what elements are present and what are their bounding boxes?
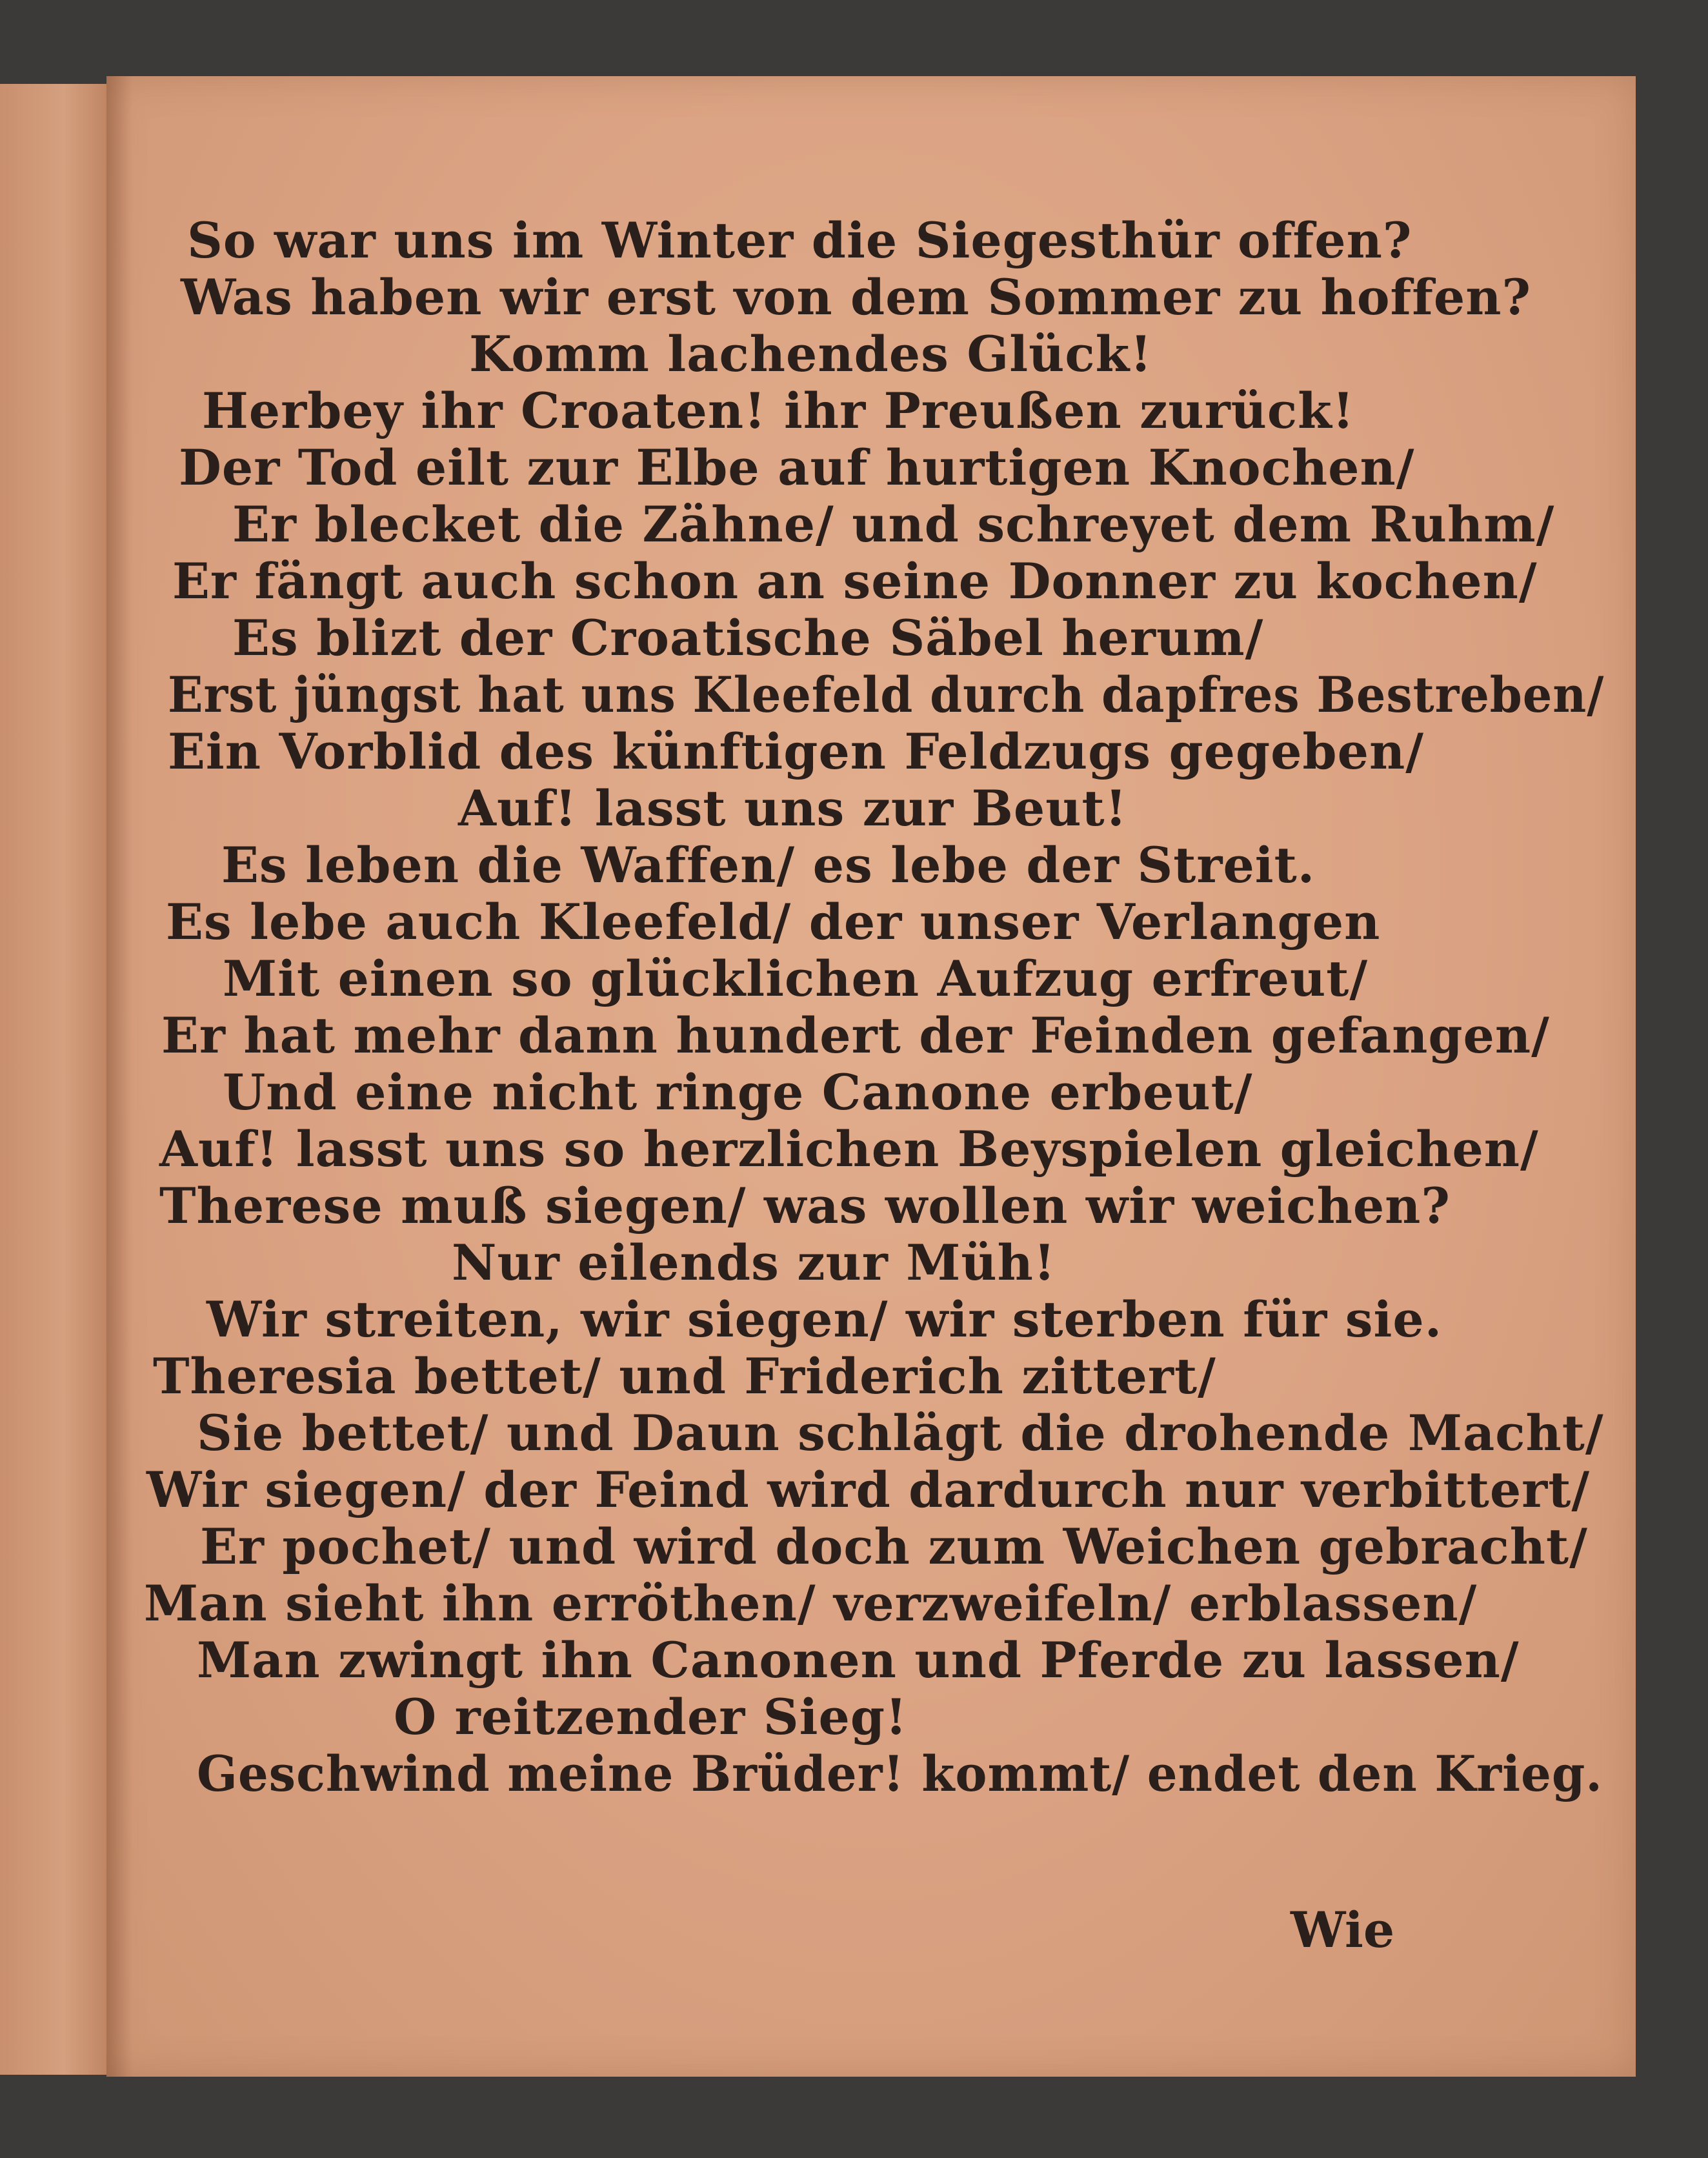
poem-line-28: Geschwind meine Brüder! kommt/ endet den Krieg. xyxy=(197,1745,1603,1802)
poem-line-6: Er blecket die Zähne/ und schreyet dem Ruhm/ xyxy=(232,496,1555,553)
poem-line-17: Auf! lasst uns so herzlichen Beyspielen gleichen/ xyxy=(159,1120,1539,1178)
facing-page-edge xyxy=(0,84,108,2075)
poem-line-10: Ein Vorblid des künftigen Feldzugs gegeben/ xyxy=(168,723,1424,780)
poem-line-19: Nur eilends zur Müh! xyxy=(452,1234,1056,1291)
poem-line-16: Und eine nicht ringe Canone erbeut/ xyxy=(223,1064,1253,1121)
poem-line-13: Es lebe auch Kleefeld/ der unser Verlangen xyxy=(166,893,1381,951)
poem-line-20: Wir streiten, wir siegen/ wir sterben für sie. xyxy=(206,1291,1443,1348)
poem-line-21: Theresia bettet/ und Friderich zittert/ xyxy=(153,1347,1216,1405)
poem-line-2: Was haben wir erst von dem Sommer zu hoffen? xyxy=(181,268,1532,326)
poem-line-9: Erst jüngst hat uns Kleefeld durch dapfres Bestreben/ xyxy=(168,666,1605,723)
poem-line-23: Wir siegen/ der Feind wird dardurch nur verbittert/ xyxy=(146,1461,1591,1518)
poem-line-15: Er hat mehr dann hundert der Feinden gefangen/ xyxy=(161,1007,1550,1064)
poem-line-27: O reitzender Sieg! xyxy=(394,1688,908,1746)
poem-line-14: Mit einen so glücklichen Aufzug erfreut/ xyxy=(223,950,1369,1007)
poem-line-8: Es blizt der Croatische Säbel herum/ xyxy=(232,609,1264,667)
poem-line-24: Er pochet/ und wird doch zum Weichen gebracht/ xyxy=(200,1518,1588,1575)
poem-line-3: Komm lachendes Glück! xyxy=(469,325,1152,383)
poem-line-1: So war uns im Winter die Siegesthür offen? xyxy=(187,212,1412,269)
poem-line-7: Er fängt auch schon an seine Donner zu kochen/ xyxy=(172,552,1538,610)
poem-line-4: Herbey ihr Croaten! ihr Preußen zurück! xyxy=(202,382,1355,439)
poem-line-22: Sie bettet/ und Daun schlägt die drohende Macht/ xyxy=(197,1404,1604,1462)
poem-line-18: Therese muß siegen/ was wollen wir weichen? xyxy=(159,1177,1451,1235)
poem-line-11: Auf! lasst uns zur Beut! xyxy=(458,780,1127,837)
poem-line-26: Man zwingt ihn Canonen und Pferde zu lassen/ xyxy=(197,1631,1520,1689)
catchword: Wie xyxy=(1291,1901,1395,1959)
poem-line-25: Man sieht ihn erröthen/ verzweifeln/ erblassen/ xyxy=(144,1575,1478,1632)
poem-line-12: Es leben die Waffen/ es lebe der Streit. xyxy=(221,836,1316,894)
poem-line-5: Der Tod eilt zur Elbe auf hurtigen Knochen/ xyxy=(179,439,1415,496)
gutter-shadow xyxy=(106,76,132,2077)
document-page xyxy=(106,76,1636,2077)
